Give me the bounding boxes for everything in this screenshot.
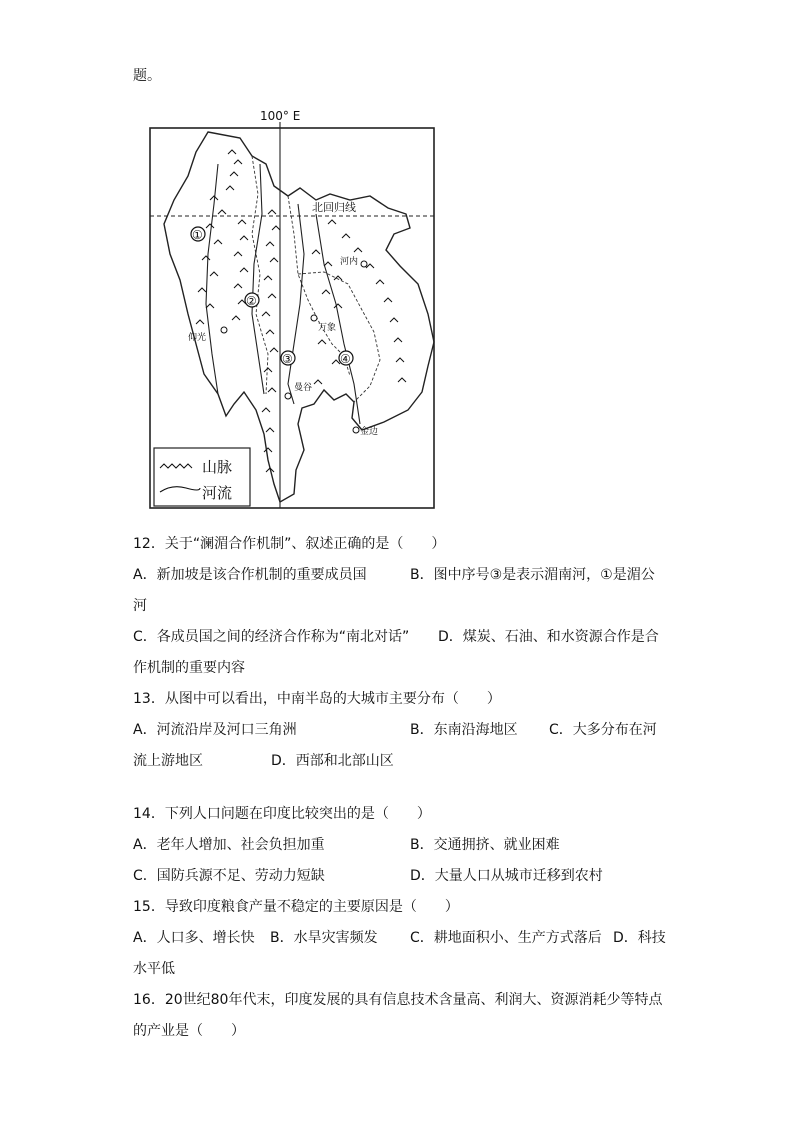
- question-13-option-c: C．大多分布在河: [549, 722, 657, 738]
- question-12-option-b: B．图中序号③是表示湄南河，①是湄公: [410, 567, 655, 583]
- question-12-option-d: D．煤炭、石油、和水资源合作是合: [438, 629, 659, 645]
- map-legend: [154, 448, 250, 506]
- question-15-stem: 15．导致印度粮食产量不稳定的主要原因是（ ）: [133, 899, 459, 915]
- tropic-label: 北回归线: [312, 201, 356, 214]
- question-12-option-a: A．新加坡是该合作机制的重要成员国: [133, 567, 367, 583]
- question-15-option-c: C．耕地面积小、生产方式落后: [410, 930, 602, 946]
- question-13-stem: 13．从图中可以看出，中南半岛的大城市主要分布（ ）: [133, 691, 501, 707]
- svg-text:金边: 金边: [360, 427, 379, 437]
- svg-text:万象: 万象: [318, 323, 337, 333]
- question-16-stem: 16．20世纪80年代末，印度发展的具有信息技术含量高、利润大、资源消耗少等特点: [133, 992, 663, 1008]
- question-16-stem-cont: 的产业是（ ）: [133, 1023, 245, 1039]
- question-15-option-a: A．人口多、增长快: [133, 930, 255, 946]
- question-12-stem: 12．关于“澜湄合作机制”、叙述正确的是（ ）: [133, 536, 446, 552]
- svg-text:曼谷: 曼谷: [294, 383, 313, 393]
- intro-tail: 题。: [133, 68, 161, 84]
- legend-river-label: 河流: [202, 484, 233, 502]
- svg-text:③: ③: [282, 352, 293, 366]
- question-15-option-d: D．科技: [613, 930, 666, 946]
- marker-3: [281, 351, 295, 366]
- svg-text:河内: 河内: [340, 257, 359, 267]
- question-12-option-c: C．各成员国之间的经济合作称为“南北对话”: [133, 629, 410, 645]
- svg-text:②: ②: [246, 294, 257, 308]
- marker-2: [245, 293, 259, 308]
- indochina-map: [148, 104, 444, 510]
- meridian-label: 100° E: [260, 109, 301, 123]
- question-13-option-d: D．西部和北部山区: [271, 753, 394, 769]
- question-13-option-c-cont: 流上游地区: [133, 753, 203, 769]
- marker-1: [191, 227, 205, 242]
- svg-text:仰光: 仰光: [188, 333, 207, 343]
- question-14-option-c: C．国防兵源不足、劳动力短缺: [133, 868, 325, 884]
- question-14-stem: 14．下列人口问题在印度比较突出的是（ ）: [133, 806, 431, 822]
- legend-mountain-label: 山脉: [202, 458, 233, 476]
- question-15-option-d-cont: 水平低: [133, 961, 175, 977]
- svg-text:①: ①: [192, 228, 203, 242]
- question-14-option-a: A．老年人增加、社会负担加重: [133, 837, 325, 853]
- question-14-option-d: D．大量人口从城市迁移到农村: [410, 868, 603, 884]
- question-15-option-b: B．水旱灾害频发: [270, 930, 378, 946]
- marker-4: [339, 351, 353, 366]
- svg-text:④: ④: [340, 352, 351, 366]
- question-14-option-b: B．交通拥挤、就业困难: [410, 837, 560, 853]
- question-12-option-b-cont: 河: [133, 598, 147, 614]
- question-12-option-d-cont: 作机制的重要内容: [133, 660, 245, 676]
- question-13-option-a: A．河流沿岸及河口三角洲: [133, 722, 297, 738]
- question-13-option-b: B．东南沿海地区: [410, 722, 518, 738]
